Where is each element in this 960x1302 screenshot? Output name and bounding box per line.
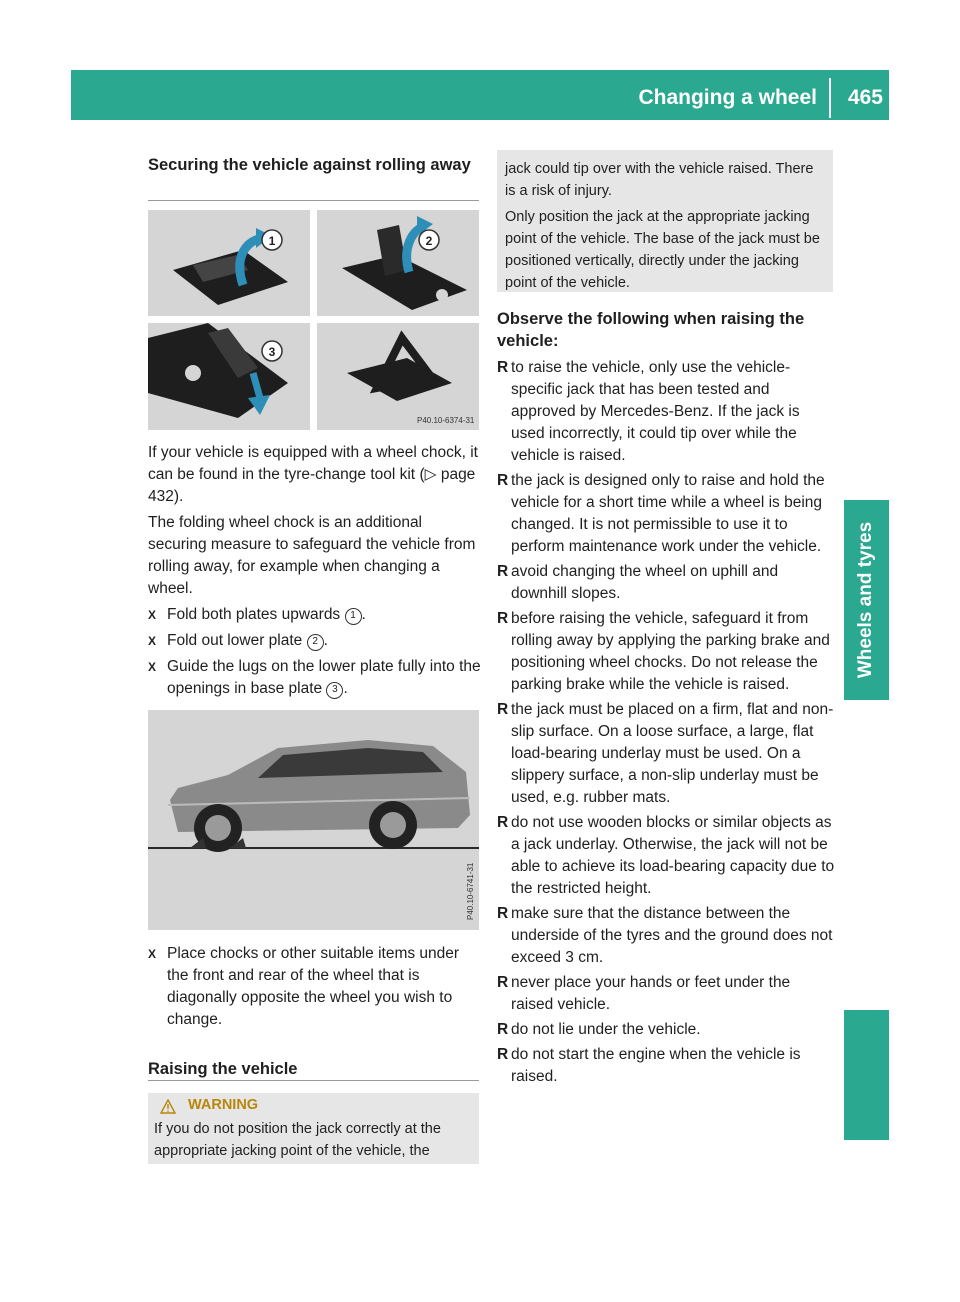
warning-continuation-box	[497, 150, 833, 292]
chock-illustration-2	[317, 210, 479, 316]
step-1: X Fold both plates upwards 1 .	[148, 606, 366, 623]
wheel-chock-figure	[148, 210, 479, 430]
list-item: R do not lie under the vehicle.	[497, 1021, 701, 1038]
left-body-2	[148, 943, 482, 1035]
warning-icon	[160, 1099, 176, 1114]
chapter-tab	[844, 500, 889, 700]
header-bar	[71, 70, 889, 120]
list-item: R do not start the engine when the vehicle is raised.	[497, 1046, 801, 1085]
list-item: R do not use wooden blocks or similar objects as a jack underlay. Otherwise, the jack will not be able to achieve its load-bearing capacity due to the restricted height.	[497, 814, 835, 897]
heading-securing: Securing the vehicle against rolling away	[148, 156, 471, 174]
left-body-1	[148, 442, 482, 704]
figure-panel-3	[148, 323, 310, 430]
list-item: R before raising the vehicle, safeguard it from rolling away by applying the parking brake and positioning wheel chocks. Do not release the parking brake while the vehicle is raised.	[497, 610, 830, 693]
para-chock-purpose: The folding wheel chock is an additional securing measure to safeguard the vehicle from rolling away, for example when changing a wheel.	[148, 514, 476, 597]
chapter-tab-label: Wheels and tyres	[855, 521, 876, 679]
heading-raising: Raising the vehicle	[148, 1060, 298, 1078]
chock-illustration-4	[317, 323, 479, 430]
section-title: Changing a wheel	[638, 86, 817, 109]
warning-label: WARNING	[188, 1097, 259, 1113]
list-item: R avoid changing the wheel on uphill and downhill slopes.	[497, 563, 779, 602]
page-number: 465	[847, 86, 883, 109]
observe-heading: Observe the following when raising the vehicle:	[497, 310, 805, 350]
callout-1: 1	[268, 234, 276, 248]
figure1-code: P40.10-6374-31	[417, 416, 475, 425]
chapter-marker	[844, 1010, 889, 1140]
car-chocks-illustration	[148, 710, 479, 930]
step-3: X Guide the lugs on the lower plate fully into the openings in base plate 3 .	[148, 658, 481, 697]
header-divider	[829, 78, 831, 118]
figure-panel-1	[148, 210, 310, 316]
list-item: R the jack must be placed on a firm, flat and non-slip surface. On a loose surface, a large, flat load-bearing underlay must be used. On a slippery surface, a non-slip underlay must be used, e.g. rubber mats.	[497, 701, 834, 806]
step-2: X Fold out lower plate 2 .	[148, 632, 328, 649]
warning-title-box	[148, 1093, 479, 1118]
car-figure	[148, 710, 479, 930]
list-item: R make sure that the distance between the underside of the tyres and the ground does not exceed 3 cm.	[497, 905, 833, 966]
warning-continuation-1: jack could tip over with the vehicle raised. There is a risk of injury.	[505, 161, 814, 199]
heading-rule	[148, 200, 479, 201]
list-item: R never place your hands or feet under the raised vehicle.	[497, 974, 791, 1013]
list-item: R to raise the vehicle, only use the vehicle-specific jack that has been tested and approved by Mercedes-Benz. If the jack is used incorrectly, it could tip over while the vehicle is raised.	[497, 359, 800, 464]
callout-2: 2	[425, 234, 433, 248]
figure-panel-2	[317, 210, 479, 316]
figure2-code: P40.10-6741-31	[466, 862, 475, 920]
para-chock-location: If your vehicle is equipped with a wheel chock, it can be found in the tyre-change tool kit	[148, 444, 478, 483]
list-item: R the jack is designed only to raise and hold the vehicle for a short time while a wheel is being changed. It is not permissible to use it to perform maintenance work under the vehicle.	[497, 472, 825, 555]
chock-illustration-1	[148, 210, 310, 316]
step-4: X Place chocks or other suitable items under the front and rear of the wheel that is diagonally opposite the wheel you wish to change.	[148, 945, 460, 1028]
warning-text: If you do not position the jack correctly at the appropriate jacking point of the vehicle, the	[154, 1121, 441, 1159]
chock-illustration-3	[148, 323, 310, 430]
page-ref[interactable]: (▷ page 432).	[148, 466, 476, 505]
warning-box	[148, 1118, 479, 1164]
figure-panel-4	[317, 323, 479, 430]
heading-rule-2	[148, 1080, 479, 1081]
warning-continuation-2: Only position the jack at the appropriate jacking point of the vehicle. The base of the jack must be positioned vertically, directly under the jacking point of the vehicle.	[505, 209, 820, 291]
callout-3: 3	[268, 345, 276, 359]
precaution-list	[497, 357, 835, 1091]
